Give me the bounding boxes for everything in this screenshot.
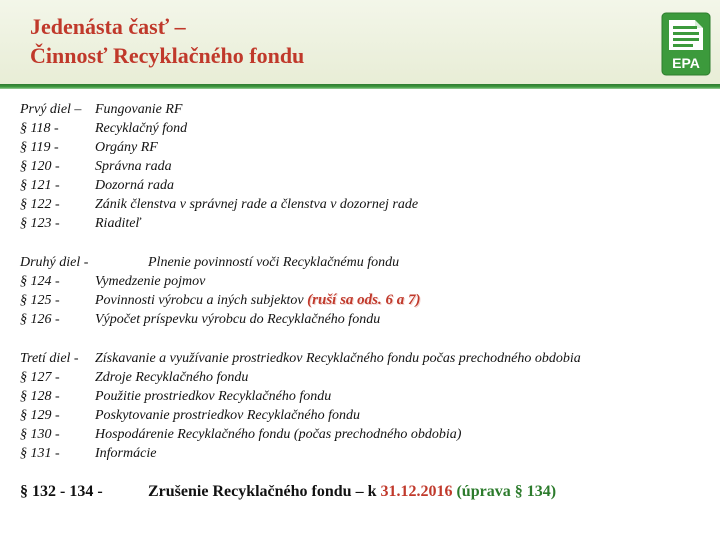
part1-heading-row [20, 100, 710, 119]
section-title-text: Povinnosti výrobcu a iných subjektov [95, 293, 308, 308]
slide-header [0, 0, 720, 85]
title-line-2: Činnosť Recyklačného fondu [30, 43, 305, 68]
section-title: Zánik členstva v správnej rade a členstva v dozornej rade [95, 197, 419, 212]
slide-title [30, 12, 304, 70]
spacer [20, 463, 710, 481]
section-title [95, 291, 421, 310]
part1-label: Prvý diel – [20, 102, 82, 117]
part1-heading: Fungovanie RF [95, 102, 183, 117]
list-item [20, 425, 710, 444]
list-item [20, 176, 710, 195]
list-item [20, 406, 710, 425]
section-number: § 126 - [20, 312, 60, 327]
section-title: Orgány RF [95, 140, 158, 155]
list-item [20, 444, 710, 463]
final-section-number: § 132 - 134 - [20, 483, 103, 500]
list-item [20, 272, 710, 291]
final-section-title [148, 481, 556, 503]
section-title: Správna rada [95, 159, 172, 174]
section-number: § 130 - [20, 427, 60, 442]
final-section-date: 31.12.2016 [380, 483, 453, 500]
title-line-1: Jedenásta časť – [30, 14, 186, 39]
list-item [20, 368, 710, 387]
part3-heading: Získavanie a využívanie prostriedkov Recyklačného fondu počas prechodného obdobia [95, 351, 581, 366]
section-title: Zdroje Recyklačného fondu [95, 370, 249, 385]
section-number: § 121 - [20, 178, 60, 193]
header-divider [0, 84, 720, 89]
part2-label: Druhý diel - [20, 255, 89, 270]
final-section-row [20, 481, 710, 503]
list-item [20, 157, 710, 176]
list-item [20, 138, 710, 157]
spacer [20, 329, 710, 349]
section-number: § 120 - [20, 159, 60, 174]
logo-text: EPA [672, 55, 700, 71]
slide-content [20, 100, 710, 503]
section-title: Dozorná rada [95, 178, 174, 193]
section-number: § 125 - [20, 293, 60, 308]
final-section-note: (úprava § 134) [456, 483, 557, 500]
spacer [20, 233, 710, 253]
list-item [20, 214, 710, 233]
list-item [20, 387, 710, 406]
section-number: § 124 - [20, 274, 60, 289]
list-item [20, 291, 710, 310]
section-number: § 123 - [20, 216, 60, 231]
section-title: Výpočet príspevku výrobcu do Recyklačného fondu [95, 312, 381, 327]
part2-heading: Plnenie povinností voči Recyklačnému fondu [148, 255, 400, 270]
section-number: § 127 - [20, 370, 60, 385]
section-number: § 119 - [20, 140, 59, 155]
list-item [20, 310, 710, 329]
part3-heading-row [20, 349, 710, 368]
amendment-note: (ruší sa ods. 6 a 7) [307, 292, 421, 308]
section-title: Poskytovanie prostriedkov Recyklačného fondu [95, 408, 360, 423]
section-number: § 128 - [20, 389, 60, 404]
document-lines-icon [669, 20, 703, 50]
part3-label: Tretí diel - [20, 351, 79, 366]
list-item [20, 195, 710, 214]
section-title: Recyklačný fond [95, 121, 188, 136]
part2-heading-row [20, 253, 710, 272]
section-number: § 118 - [20, 121, 59, 136]
section-number: § 131 - [20, 446, 60, 461]
section-title: Riaditeľ [95, 216, 141, 231]
section-number: § 129 - [20, 408, 60, 423]
section-title: Informácie [95, 446, 157, 461]
section-number: § 122 - [20, 197, 60, 212]
section-title: Hospodárenie Recyklačného fondu (počas prechodného obdobia) [95, 427, 462, 442]
section-title: Použitie prostriedkov Recyklačného fondu [95, 389, 332, 404]
list-item [20, 119, 710, 138]
section-title: Vymedzenie pojmov [95, 274, 206, 289]
epa-logo [661, 12, 711, 76]
final-section-text: Zrušenie Recyklačného fondu – k [148, 483, 381, 500]
